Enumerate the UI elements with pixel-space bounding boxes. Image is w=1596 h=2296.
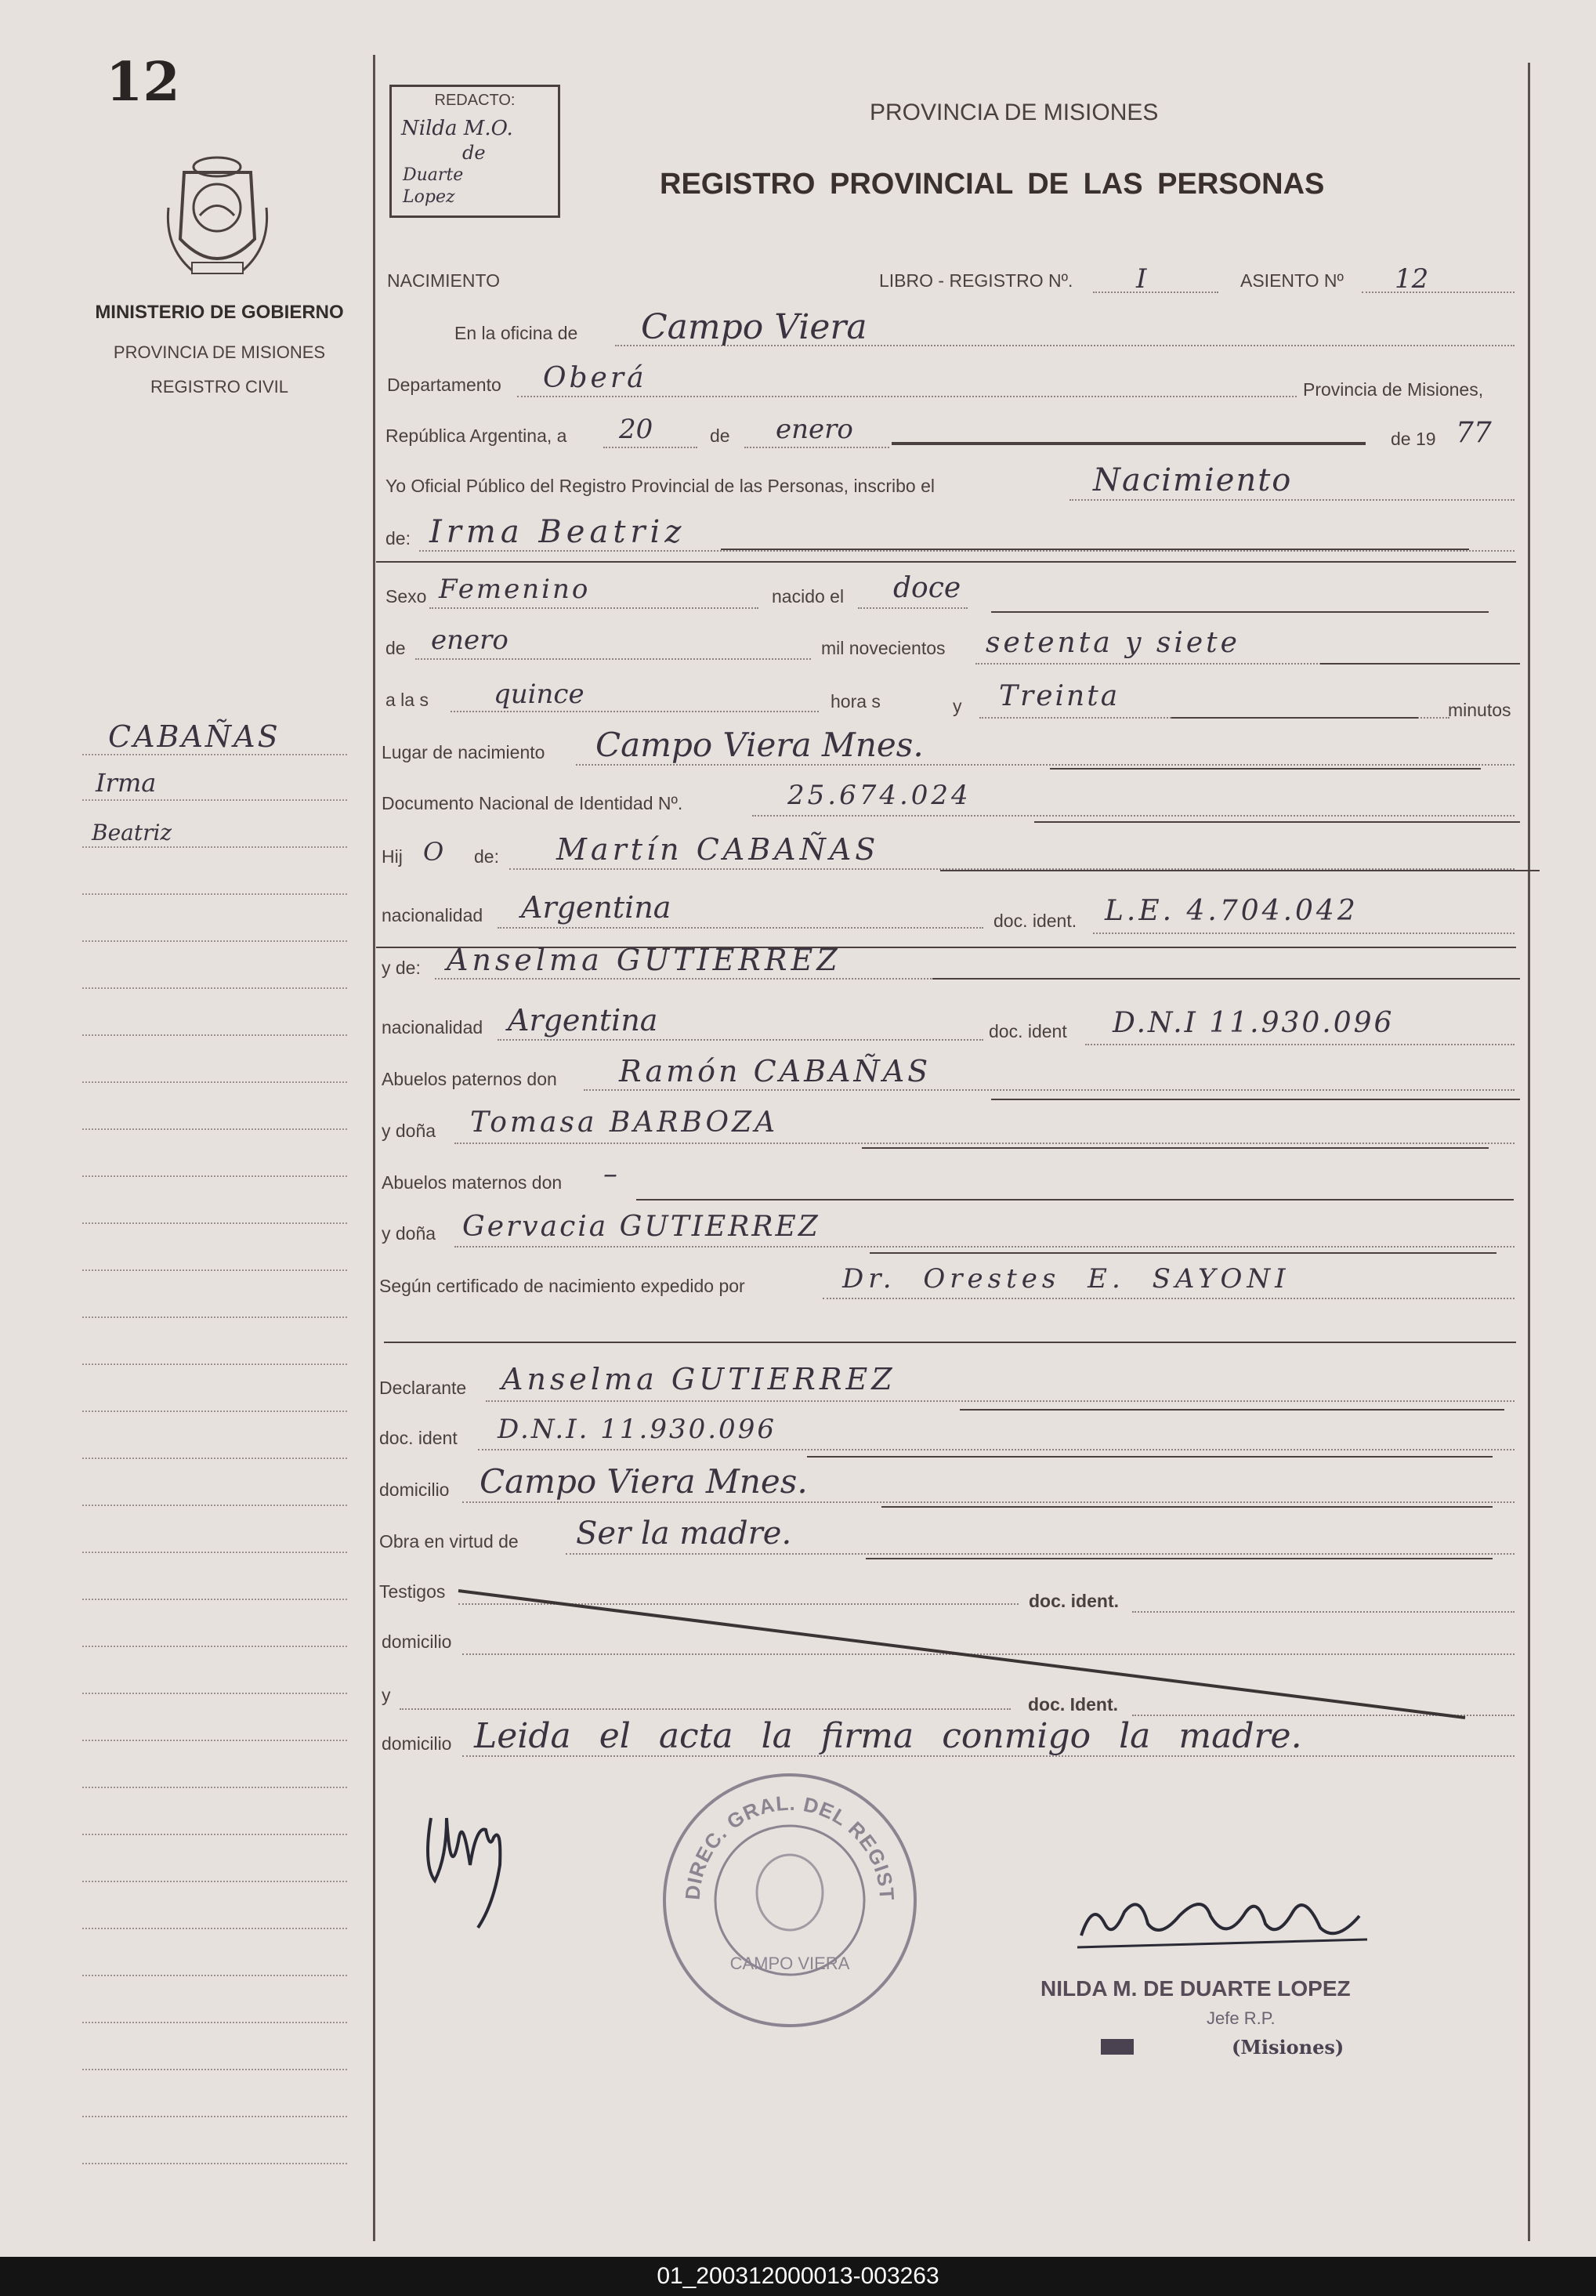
madre-doc-value: D.N.I 11.930.096 <box>1113 1007 1395 1039</box>
abuela-paterna-value: Tomasa BARBOZA <box>470 1106 779 1139</box>
abuelos-maternos-label: Abuelos maternos don <box>382 1172 563 1193</box>
declarante-domicilio-value: Campo Viera Mnes. <box>480 1462 808 1501</box>
nacido-el-label: nacido el <box>772 586 845 607</box>
stamp-ink-smudge <box>1101 2039 1134 2055</box>
libro-label: LIBRO - REGISTRO Nº. <box>879 270 1073 291</box>
stamp-inner-text: CAMPO VIERA <box>729 1954 850 1973</box>
cierre-value: Leida el acta la firma conmigo la madre. <box>474 1716 1302 1756</box>
right-signature <box>1069 1869 1383 1963</box>
signature-place: (Misiones) <box>1232 2036 1344 2059</box>
abuela-materna-value: Gervacia GUTIERREZ <box>462 1211 820 1243</box>
mil-novecientos-label: mil novecientos <box>821 638 946 658</box>
hijo-de-label: de: <box>474 846 499 867</box>
departamento-label: Departamento <box>387 375 501 395</box>
y-label: y <box>953 696 962 716</box>
anio-value: 77 <box>1456 417 1492 449</box>
padre-doc-label: doc. ident. <box>993 911 1077 931</box>
record-type: NACIMIENTO <box>387 270 500 291</box>
abuelo-materno-value: – <box>603 1158 617 1190</box>
cierre-domicilio-label: domicilio <box>382 1733 452 1754</box>
signature-role: Jefe R.P. <box>1207 2008 1276 2028</box>
ministry-province: PROVINCIA DE MISIONES <box>113 342 326 362</box>
a-las-label: a la s <box>385 690 429 710</box>
margin-note-second-name: Beatriz <box>92 820 172 846</box>
ministry-title: MINISTERIO DE GOBIERNO <box>95 302 344 323</box>
padre-doc-value: L.E. 4.704.042 <box>1105 895 1359 927</box>
mes-value: enero <box>776 414 853 445</box>
documento-label: Documento Nacional de Identidad Nº. <box>382 793 683 813</box>
horas-label: hora s <box>831 691 881 712</box>
segun-label: Según certificado de nacimiento expedido por <box>379 1276 745 1296</box>
left-signature <box>415 1794 541 1936</box>
declarante-doc-label: doc. ident <box>379 1428 458 1448</box>
sexo-value: Femenino <box>439 574 591 605</box>
redactor-line-3: Duarte <box>403 165 464 185</box>
hora-value: quince <box>494 679 584 710</box>
madre-value: Anselma GUTIERREZ <box>447 943 841 977</box>
madre-doc-label: doc. ident <box>989 1021 1067 1041</box>
libro-value: I <box>1136 263 1147 295</box>
sexo-label: Sexo <box>385 586 427 607</box>
redactor-label: REDACTO: <box>434 92 516 109</box>
abuelos-paternos-label: Abuelos paternos don <box>382 1069 557 1089</box>
lugar-value: Campo Viera Mnes. <box>595 726 924 764</box>
abuela-paterna-label: y doña <box>382 1121 436 1141</box>
testigos-doc-label: doc. ident. <box>1029 1591 1119 1611</box>
testigo-y-label: y <box>382 1685 391 1705</box>
declarante-doc-value: D.N.I. 11.930.096 <box>498 1414 776 1445</box>
oficina-label: En la oficina de <box>454 323 578 343</box>
obra-value: Ser la madre. <box>576 1516 792 1552</box>
nacido-mes-value: enero <box>431 625 508 656</box>
declarante-domicilio-label: domicilio <box>379 1479 450 1500</box>
asiento-label: ASIENTO Nº <box>1240 270 1344 291</box>
redactor-line-4: Lopez <box>403 187 455 207</box>
nacido-anio-value: setenta y siete <box>986 627 1240 659</box>
testigo-domicilio-label: domicilio <box>382 1631 452 1652</box>
abuelo-paterno-value: Ramón CABAÑAS <box>619 1054 932 1088</box>
signature-name: NILDA M. DE DUARTE LOPEZ <box>1040 1976 1351 2001</box>
certificado-value: Dr. Orestes E. SAYONI <box>842 1263 1290 1295</box>
nacido-dia-value: doce <box>893 572 961 604</box>
nombre-de-label: de: <box>385 528 411 549</box>
oficina-value: Campo Viera <box>641 307 867 347</box>
padre-nacionalidad-value: Argentina <box>521 890 671 925</box>
provincia-label: Provincia de Misiones, <box>1303 379 1484 400</box>
nombre-value: Irma Beatriz <box>429 514 686 550</box>
image-id-footer: 01_200312000013-003263 <box>0 2257 1596 2296</box>
header-title: REGISTRO PROVINCIAL DE LAS PERSONAS <box>660 168 1325 201</box>
hijo-genero-value: O <box>423 837 444 867</box>
padre-nacionalidad-label: nacionalidad <box>382 905 483 925</box>
hijo-label: Hij <box>382 846 403 867</box>
madre-nacionalidad-label: nacionalidad <box>382 1017 483 1038</box>
ministry-office: REGISTRO CIVIL <box>150 377 289 397</box>
testigo-2-doc-label: doc. Ident. <box>1028 1694 1118 1715</box>
declarante-label: Declarante <box>379 1378 467 1398</box>
margin-note-first-name: Irma <box>96 768 157 798</box>
lugar-label: Lugar de nacimiento <box>382 742 545 762</box>
madre-label: y de: <box>382 958 421 978</box>
de-label: de <box>710 426 730 446</box>
madre-nacionalidad-value: Argentina <box>508 1003 658 1038</box>
header-province: PROVINCIA DE MISIONES <box>870 100 1159 125</box>
obra-label: Obra en virtud de <box>379 1531 519 1552</box>
minutos-value: Treinta <box>999 680 1120 712</box>
acto-value: Nacimiento <box>1093 462 1293 498</box>
dia-value: 20 <box>619 414 653 445</box>
minutos-label: minutos <box>1448 700 1511 720</box>
declarante-value: Anselma GUTIERREZ <box>501 1362 896 1396</box>
redactor-line-1: Nilda M.O. <box>401 117 513 140</box>
stamp-outer-text: DIREC. GRAL. DEL REGIST <box>680 1791 899 1902</box>
redactor-line-2: de <box>462 142 486 164</box>
margin-note-surname: CABAÑAS <box>108 719 280 754</box>
asiento-value: 12 <box>1395 263 1429 295</box>
official-stamp <box>657 1767 923 2033</box>
padre-value: Martín CABAÑAS <box>556 832 880 867</box>
documento-value: 25.674.024 <box>787 780 972 811</box>
page-number: 12 <box>106 51 180 114</box>
departamento-value: Oberá <box>543 362 647 394</box>
de-19-label: de 19 <box>1391 429 1436 449</box>
testigos-label: Testigos <box>379 1581 446 1602</box>
abuela-materna-label: y doña <box>382 1223 436 1244</box>
republica-label: República Argentina, a <box>385 426 567 446</box>
de-mes-label: de <box>385 638 406 658</box>
oficial-label: Yo Oficial Público del Registro Provincial de las Personas, inscribo el <box>385 476 935 496</box>
